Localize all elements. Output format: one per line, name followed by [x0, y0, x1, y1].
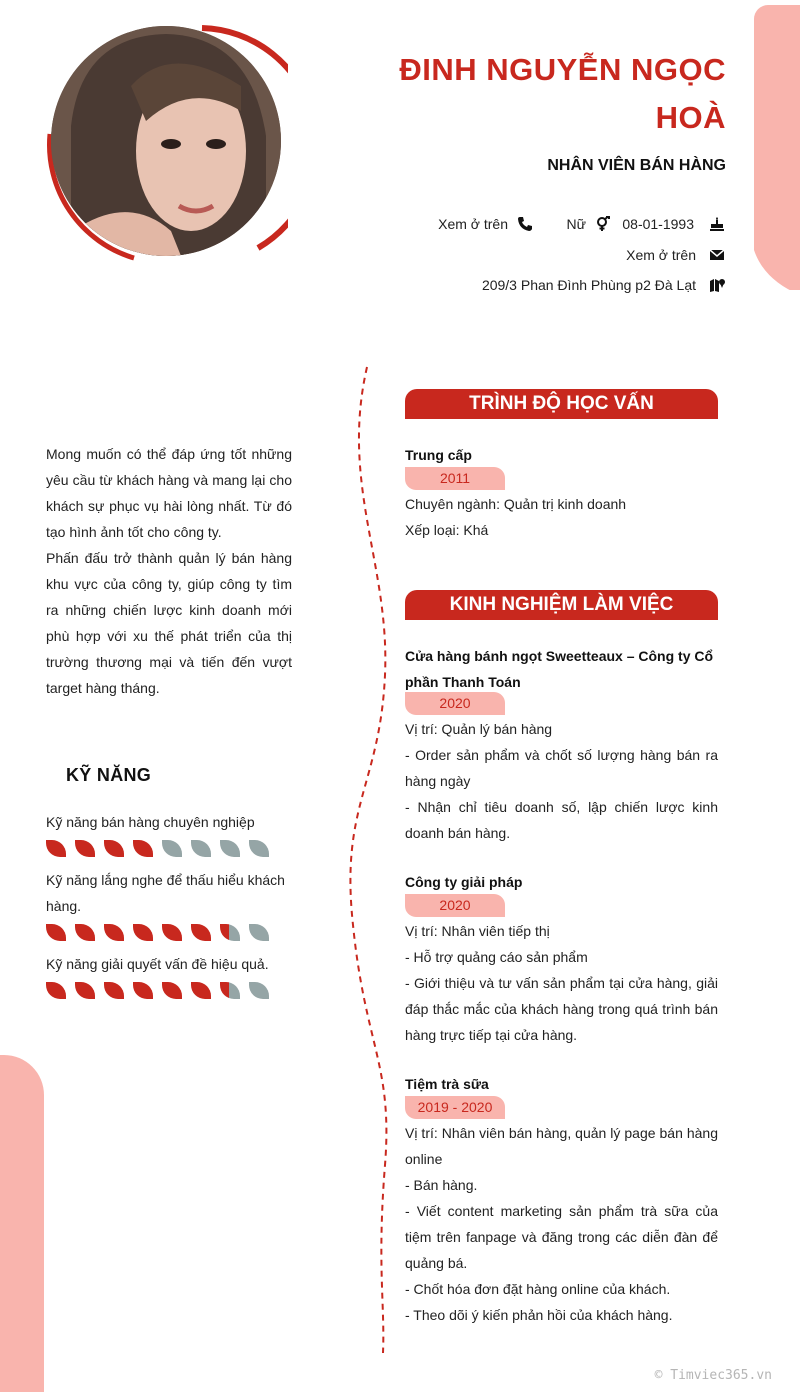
job-line: - Hỗ trợ quảng cáo sản phẩm — [405, 949, 588, 965]
address-row — [482, 277, 726, 293]
corner-decoration-top — [754, 5, 800, 290]
job-line: - Bán hàng. — [405, 1177, 478, 1193]
map-icon — [708, 277, 726, 293]
experience-heading: KINH NGHIỆM LÀM VIỆC — [405, 590, 718, 620]
education-grade: Xếp loại: Khá — [405, 522, 489, 538]
rating-leaf-icon — [191, 982, 211, 999]
rating-leaf-icon — [46, 982, 66, 999]
rating-leaf-icon — [249, 924, 269, 941]
job-date: 2020 — [405, 692, 505, 715]
job-description — [405, 716, 718, 846]
skills-heading: KỸ NĂNG — [66, 765, 152, 785]
skill-name: Kỹ năng bán hàng chuyên nghiệp — [46, 814, 255, 830]
job-date: 2019 - 2020 — [405, 1096, 505, 1119]
job-description — [405, 1120, 718, 1328]
corner-decoration-cut — [754, 250, 800, 295]
portrait-image — [51, 26, 281, 256]
rating-leaf-icon — [104, 982, 124, 999]
job-company: Cửa hàng bánh ngọt Sweetteaux – Công ty Cổ phần Thanh Toán — [405, 648, 714, 690]
rating-leaf-icon — [133, 840, 153, 857]
education-details — [405, 491, 718, 543]
job-company: Tiệm trà sữa — [405, 1076, 489, 1092]
job-line: Vị trí: Nhân viên bán hàng, quản lý page bán hàng online — [405, 1125, 718, 1167]
rating-leaf-icon — [75, 924, 95, 941]
education-major: Chuyên ngành: Quản trị kinh doanh — [405, 496, 627, 512]
skill-rating — [46, 982, 269, 999]
rating-leaf-icon — [220, 924, 240, 941]
rating-leaf-icon — [162, 840, 182, 857]
address-value: 209/3 Phan Đình Phùng p2 Đà Lạt — [481, 277, 696, 293]
rating-leaf-icon — [75, 982, 95, 999]
skill-name: Kỹ năng lắng nghe để thấu hiểu khách hàng. — [46, 872, 285, 914]
wave-separator — [345, 365, 395, 1355]
rating-leaf-icon — [191, 840, 211, 857]
phone-icon — [516, 216, 534, 232]
birthday-row — [622, 216, 726, 232]
job-description — [405, 918, 718, 1048]
education-year: 2011 — [405, 467, 505, 490]
job-line: - Giới thiệu và tư vấn sản phẩm tại cửa hàng, giải đáp thắc mắc của khách hàng trong quá trình bán hàng trực tiếp tại cửa hàng. — [405, 975, 718, 1043]
job-title: NHÂN VIÊN BÁN HÀNG — [547, 157, 726, 174]
rating-leaf-icon — [191, 924, 211, 941]
rating-leaf-icon — [104, 840, 124, 857]
email-row — [626, 247, 726, 263]
skill-name: Kỹ năng giải quyết vấn đề hiệu quả. — [46, 956, 269, 972]
education-school: Trung cấp — [405, 447, 472, 463]
skill-rating — [46, 924, 269, 941]
rating-leaf-icon — [162, 924, 182, 941]
rating-leaf-icon — [220, 840, 240, 857]
avatar — [51, 26, 281, 256]
job-line: Vị trí: Quản lý bán hàng — [405, 721, 553, 737]
job-line: - Viết content marketing sản phẩm trà sữa của tiệm trên fanpage và đăng trong các diễn đàn để quảng bá. — [405, 1203, 718, 1271]
skill-rating — [46, 840, 269, 857]
candidate-name: ĐINH NGUYỄN NGỌC HOÀ — [399, 52, 726, 135]
gender-row — [567, 216, 612, 232]
birthday-cake-icon — [708, 216, 726, 232]
gender-icon — [594, 216, 612, 232]
rating-leaf-icon — [220, 982, 240, 999]
birthday-value: 08-01-1993 — [622, 216, 694, 232]
rating-leaf-icon — [46, 840, 66, 857]
job-line: - Order sản phẩm và chốt số lượng hàng bán ra hàng ngày — [405, 747, 718, 789]
gender-value: Nữ — [566, 216, 586, 232]
rating-leaf-icon — [46, 924, 66, 941]
phone-row — [438, 216, 534, 232]
job-date: 2020 — [405, 894, 505, 917]
rating-leaf-icon — [104, 924, 124, 941]
objective-paragraph: Phấn đấu trở thành quản lý bán hàng khu vực của công ty, giúp công ty tìm ra những chiến lược kinh doanh mới phù hợp với xu thế phát triển của thị trường thương mại và tiến đến vượt target hàng tháng. — [46, 550, 292, 696]
job-line: - Theo dõi ý kiến phản hồi của khách hàng. — [405, 1307, 673, 1323]
career-objective — [46, 441, 292, 701]
objective-paragraph: Mong muốn có thể đáp ứng tốt những yêu cầu từ khách hàng và mang lại cho khách sự phục vụ hài lòng nhất. Từ đó tạo hình ảnh tốt cho công ty. — [46, 446, 292, 540]
rating-leaf-icon — [249, 840, 269, 857]
corner-decoration-bottom — [0, 1055, 44, 1392]
rating-leaf-icon — [133, 982, 153, 999]
rating-leaf-icon — [162, 982, 182, 999]
job-line: Vị trí: Nhân viên tiếp thị — [405, 923, 550, 939]
job-company: Công ty giải pháp — [405, 874, 523, 890]
rating-leaf-icon — [249, 982, 269, 999]
rating-leaf-icon — [75, 840, 95, 857]
job-line: - Chốt hóa đơn đặt hàng online của khách. — [405, 1281, 671, 1297]
watermark: © Timviec365.vn — [654, 1368, 772, 1383]
phone-value: Xem ở trên — [438, 216, 508, 232]
envelope-icon — [708, 247, 726, 263]
rating-leaf-icon — [133, 924, 153, 941]
education-heading: TRÌNH ĐỘ HỌC VẤN — [405, 389, 718, 419]
email-value: Xem ở trên — [626, 247, 696, 263]
job-line: - Nhận chỉ tiêu doanh số, lập chiến lược kinh doanh bán hàng. — [405, 799, 718, 841]
